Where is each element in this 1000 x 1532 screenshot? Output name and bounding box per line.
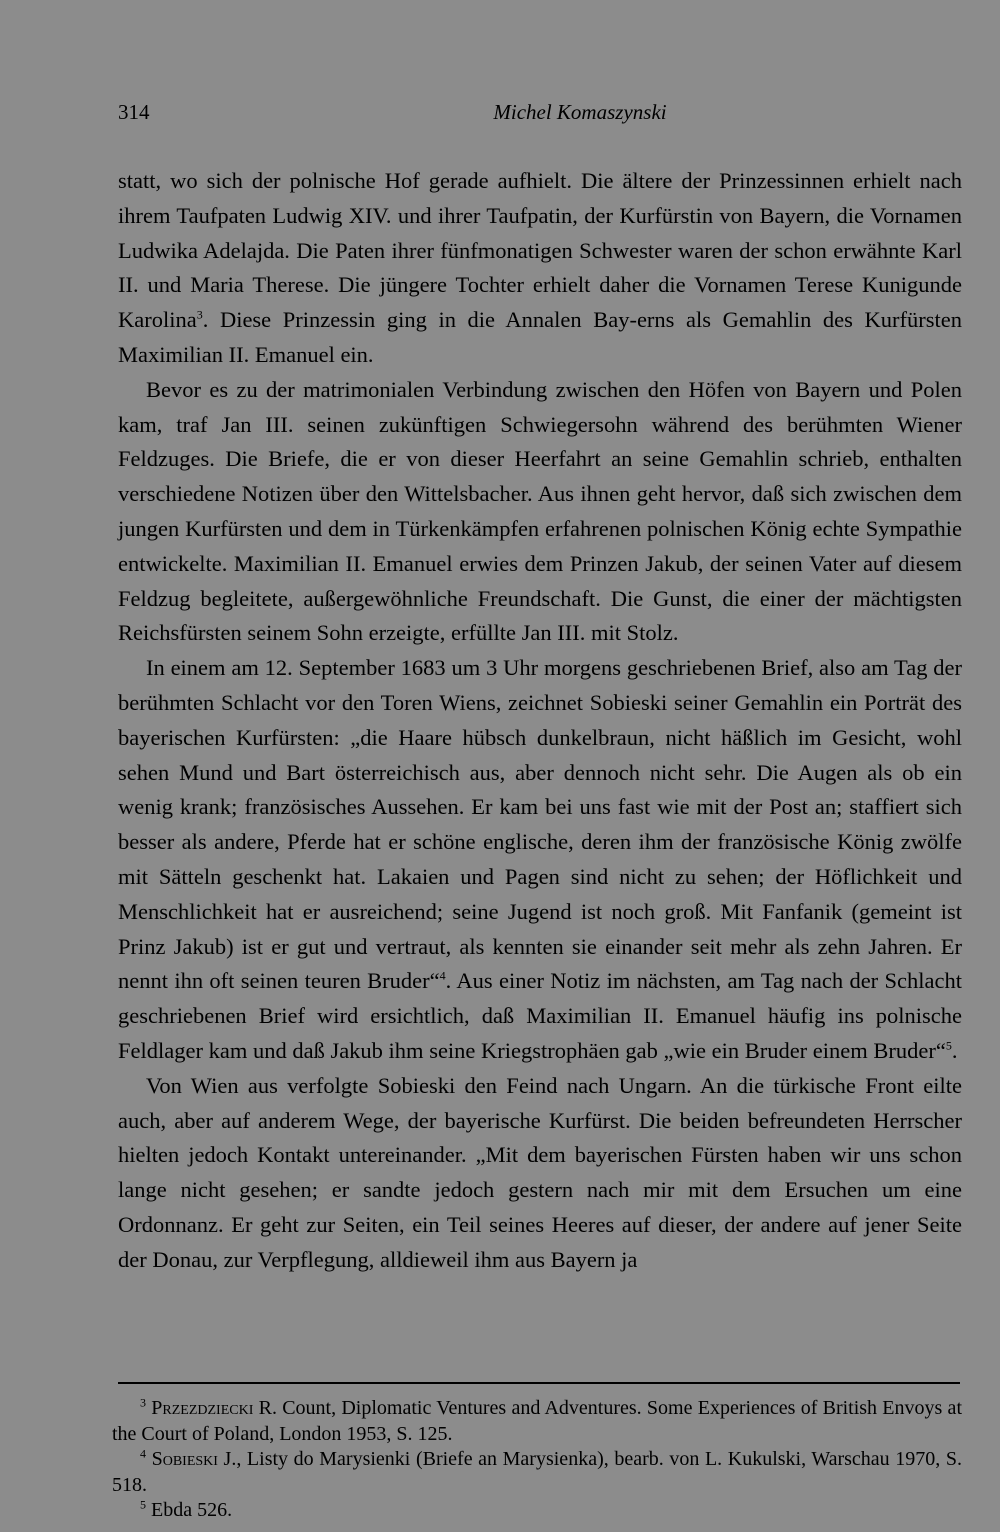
paragraph-text: . Diese Prinzessin ging in die Annalen Bay-erns als Gemahlin des Kurfürsten Maximilian II. Emanuel ein. <box>118 307 962 367</box>
paragraph-text: statt, wo sich der polnische Hof gerade aufhielt. Die ältere der Prinzessinnen erhielt nach ihrem Taufpaten Ludwig XIV. und ihrer Taufpatin, der Kurfürstin von Bayern, die Vornamen Ludwika Adelajda. Die Paten ihrer fünfmonatigen Schwester waren der schon erwähnte Karl II. und Maria Therese. Die jüngere Tochter erhielt daher die Vornamen Terese Kunigunde Karolina <box>118 168 962 333</box>
footnote-reference[interactable]: 3 <box>196 307 203 322</box>
footnote-divider <box>118 1382 960 1384</box>
paragraph <box>118 1069 962 1278</box>
paragraph-text: In einem am 12. September 1683 um 3 Uhr morgens geschriebenen Brief, also am Tag der berühmten Schlacht vor den Toren Wiens, zeichnet Sobieski seiner Gemahlin ein Porträt des bayerischen Kurfürsten: „die Haare hübsch dunkelbraun, nicht häßlich im Gesicht, wohl sehen Mund und Bart österreichisch aus, aber dennoch nicht sehr. Die Augen als ob ein wenig krank; französisches Aussehen. Er kam bei uns fast wie mit der Post an; staffiert sich besser als andere, Pferde hat er schöne englische, deren ihm der französische König zwölfe mit Sätteln geschenkt hat. Lakaien und Pagen sind nicht zu sehen; der Höflichkeit und Menschlichkeit hat er ausreichend; seine Jugend ist noch groß. Mit Fanfanik (gemeint ist Prinz Jakub) ist er gut und vertraut, als kennten sie einander seit mehr als zehn Jahren. Er nennt ihn oft seinen teuren Bruder“ <box>118 655 962 994</box>
footnote-text: Ebda 526. <box>151 1499 233 1521</box>
paragraph-text: . <box>951 1037 958 1063</box>
page-header <box>118 100 962 130</box>
footnote-reference[interactable]: 4 <box>439 968 446 983</box>
running-head: Michel Komaszynski <box>493 100 667 124</box>
footnote-mark: 3 <box>140 1395 146 1410</box>
footnote-author: Przezdziecki <box>151 1397 254 1419</box>
paragraph <box>118 651 962 1069</box>
paragraph-text: Von Wien aus verfolgte Sobieski den Feind nach Ungarn. An die türkische Front eilte auch, aber auf anderem Wege, der bayerische Kurfürst. Die beiden befreundeten Herrscher hielten jedoch Kontakt untereinander. „Mit dem bayerischen Fürsten haben wir uns schon lange nicht gesehen; er sandte jedoch gestern nach mir mit dem Ersuchen um eine Ordonnanz. Er geht zur Seiten, ein Teil seines Heeres auf dieser, der andere auf jener Seite der Donau, zur Verpflegung, alldieweil ihm aus Bayern ja <box>118 1072 962 1272</box>
page-number: 314 <box>118 100 150 124</box>
footnote <box>112 1498 962 1524</box>
footnote <box>112 1396 962 1447</box>
footnote-mark: 4 <box>140 1446 146 1461</box>
paragraph <box>118 164 962 373</box>
footnote-mark: 5 <box>140 1497 146 1512</box>
body-text <box>118 164 962 1278</box>
footnote-text: J., Listy do Marysienki (Briefe an Marysienka), bearb. von L. Kukulski, Warschau 1970, S. 518. <box>112 1448 963 1496</box>
paragraph <box>118 373 962 651</box>
paragraph-text: . Aus einer Notiz im nächsten, am Tag nach der Schlacht geschriebenen Brief wird ersichtlich, daß Maximilian II. Emanuel häufig ins polnische Feldlager kam und daß Jakub ihm seine Kriegstrophäen gab „wie ein Bruder einem Bruder“ <box>118 968 963 1063</box>
paragraph-text: Bevor es zu der matrimonialen Verbindung zwischen den Höfen von Bayern und Polen kam, traf Jan III. seinen zukünftigen Schwiegersohn während des berühmten Wiener Feldzuges. Die Briefe, die er von dieser Heerfahrt an seine Gemahlin schrieb, enthalten verschiedene Notizen über den Wittelsbacher. Aus ihnen geht hervor, daß sich zwischen dem jungen Kurfürsten und dem in Türkenkämpfen erfahrenen polnischen König echte Sympathie entwickelte. Maximilian II. Emanuel erwies dem Prinzen Jakub, der seinen Vater auf diesem Feldzug begleitete, außergewöhnliche Freundschaft. Die Gunst, die einer der mächtigsten Reichsfürsten seinem Sohn erzeigte, erfüllte Jan III. mit Stolz. <box>118 376 962 646</box>
footnote-reference[interactable]: 5 <box>945 1038 952 1053</box>
footnote-author: Sobieski <box>151 1448 218 1470</box>
footnote <box>112 1447 962 1498</box>
footnotes <box>112 1396 962 1524</box>
footnote-text: R. Count, Diplomatic Ventures and Adventures. Some Experiences of British Envoys at the Court of Poland, London 1953, S. 125. <box>112 1397 962 1445</box>
